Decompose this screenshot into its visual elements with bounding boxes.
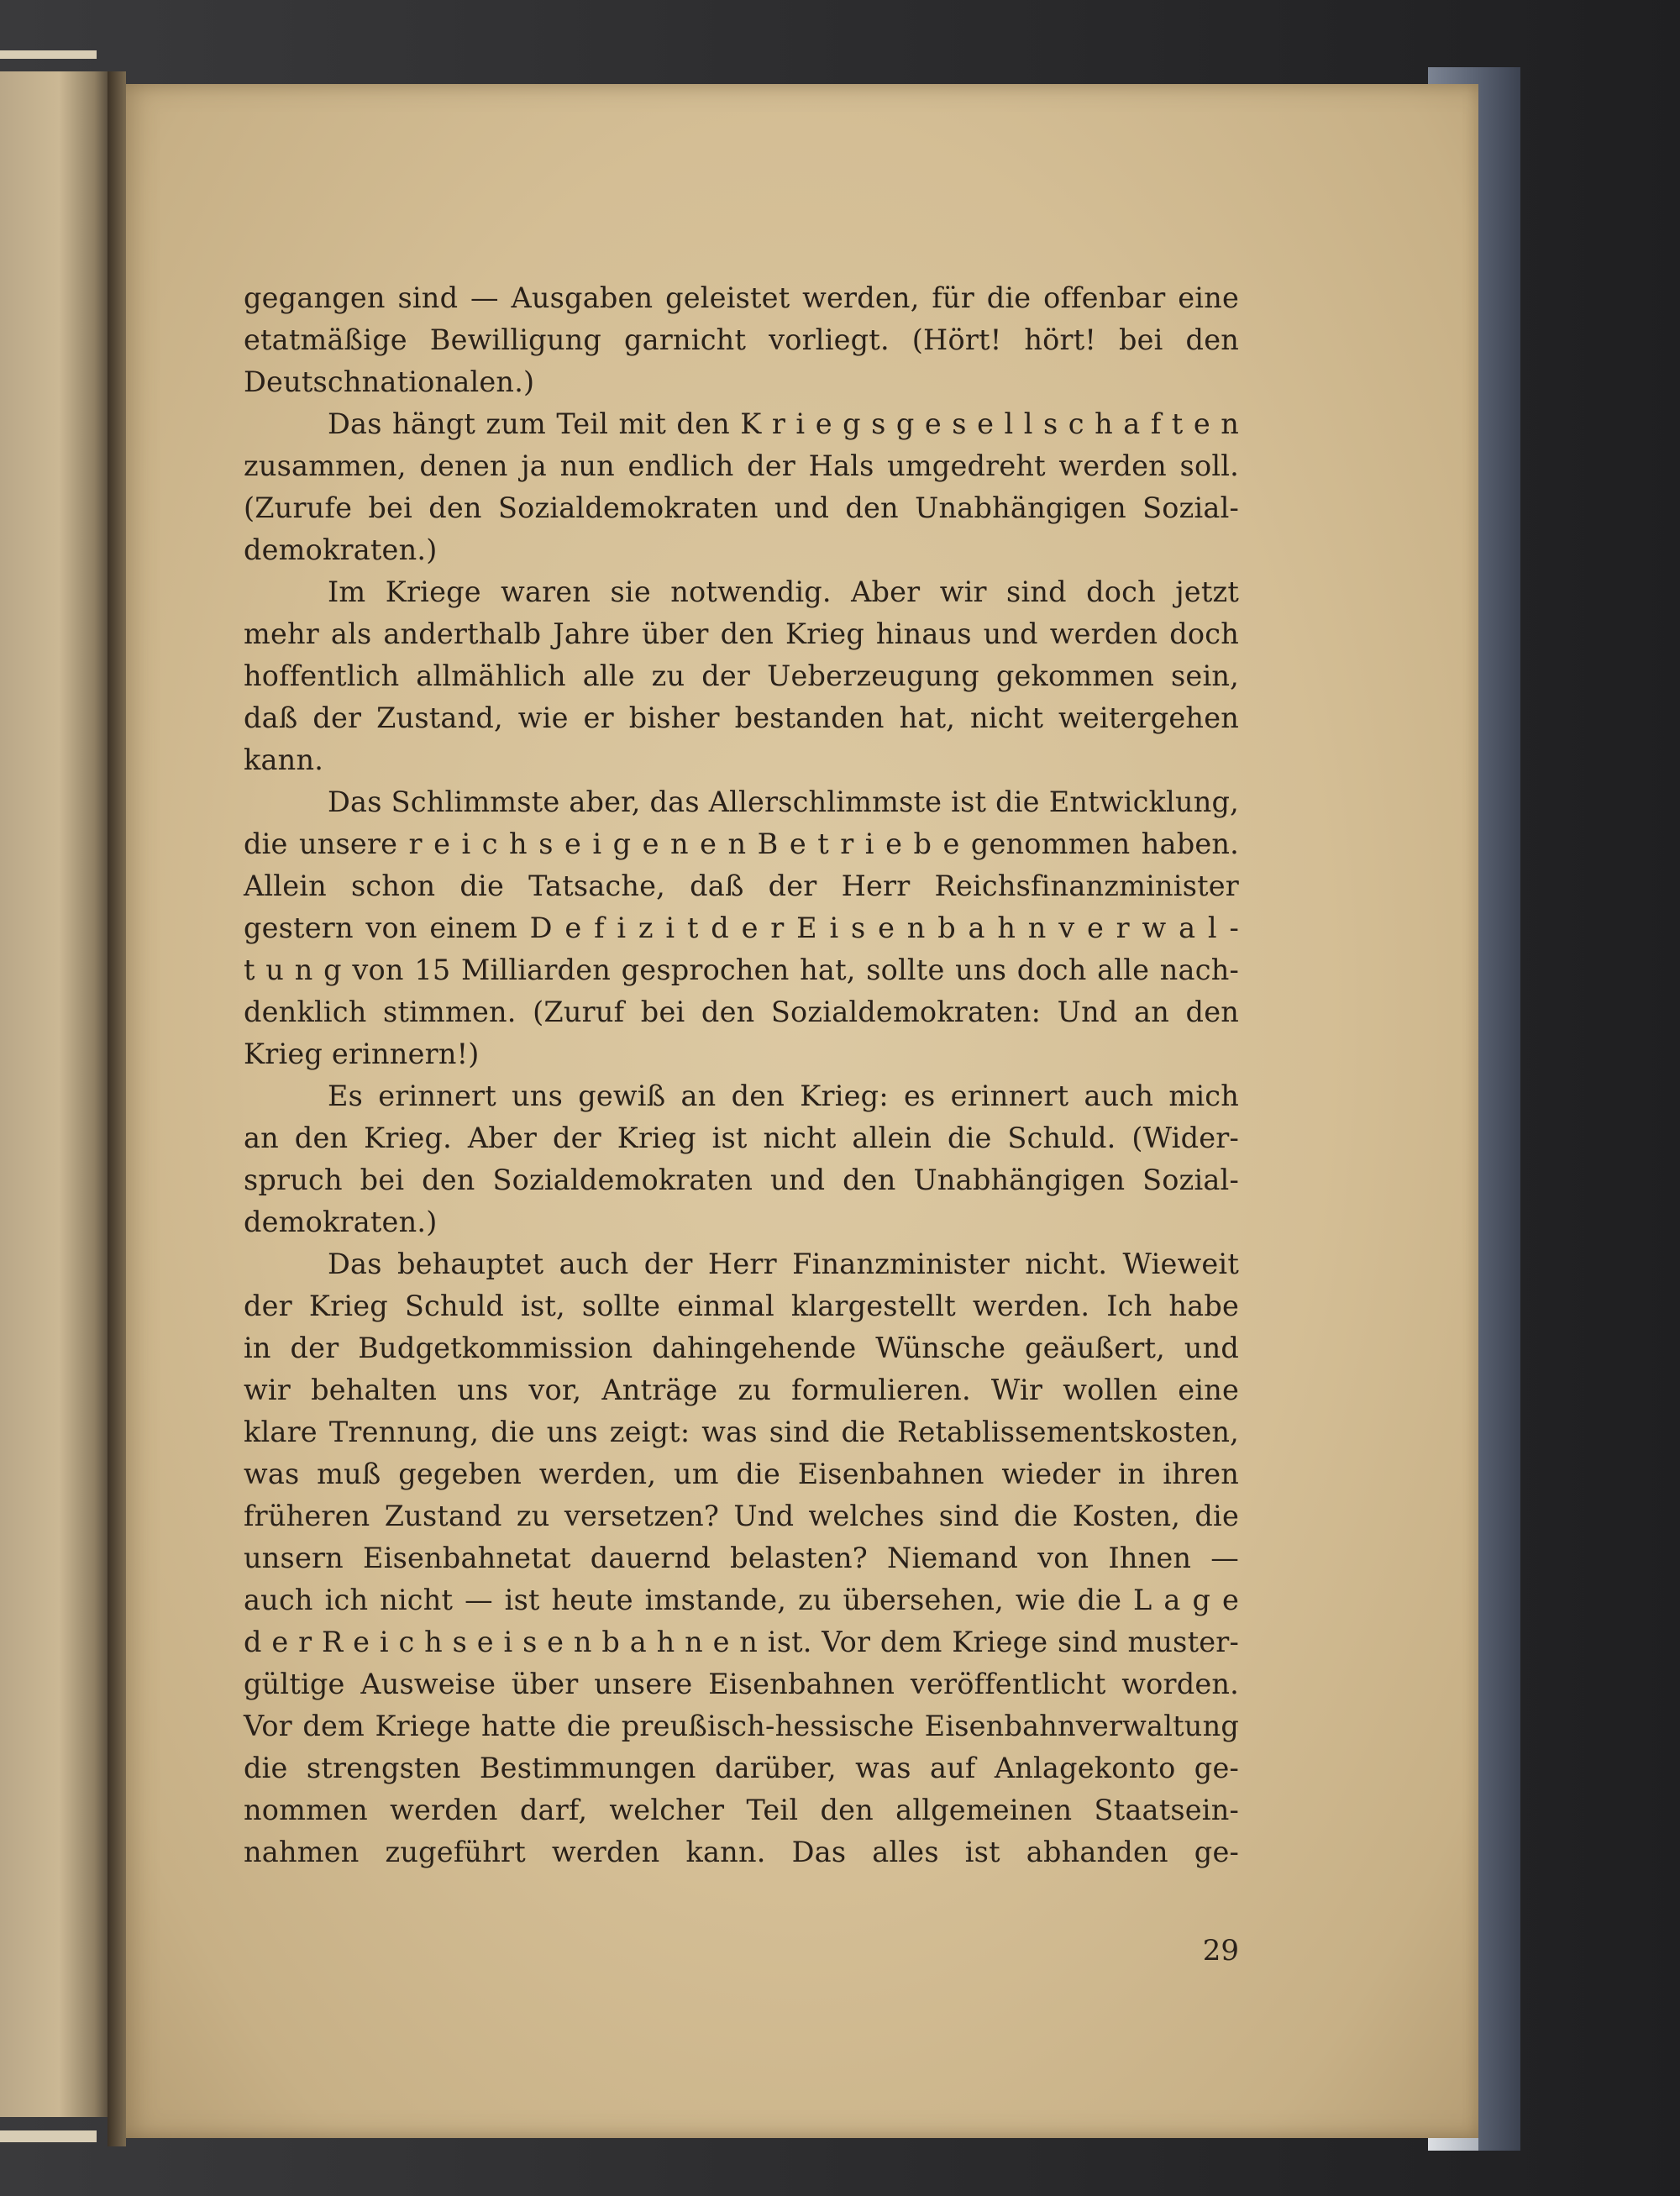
text-line: demokraten.) bbox=[244, 533, 438, 566]
text-line: Im Kriege waren sie notwendig. Aber wir sind doch jetzt bbox=[328, 575, 1239, 608]
text-line: (Zurufe bei den Sozialdemokraten und den Unabhängigen Sozial- bbox=[244, 491, 1239, 524]
text-line: nommen werden darf, welcher Teil den allgemeinen Staatsein- bbox=[244, 1794, 1239, 1826]
book-gutter bbox=[108, 71, 126, 2146]
text-line: mehr als anderthalb Jahre über den Krieg hinaus und werden doch bbox=[244, 617, 1239, 650]
text-line: Das Schlimmste aber, das Allerschlimmste ist die Entwicklung, bbox=[328, 785, 1239, 818]
body-text bbox=[244, 277, 1239, 1873]
text-line: Das hängt zum Teil mit den K r i e g s g e s e l l s c h a f t e n bbox=[328, 407, 1239, 440]
text-line: etatmäßige Bewilligung garnicht vorliegt. (Hört! hört! bei den bbox=[244, 323, 1239, 356]
text-line: gestern von einem D e f i z i t d e r E i s e n b a h n v e r w a l - bbox=[244, 911, 1239, 944]
text-line: Vor dem Kriege hatte die preußisch-hessische Eisenbahnverwaltung bbox=[244, 1710, 1239, 1742]
text-line: was muß gegeben werden, um die Eisenbahnen wieder in ihren bbox=[244, 1458, 1239, 1490]
text-line: der Krieg Schuld ist, sollte einmal klargestellt werden. Ich habe bbox=[244, 1290, 1239, 1322]
text-line: an den Krieg. Aber der Krieg ist nicht allein die Schuld. (Wider- bbox=[244, 1122, 1239, 1154]
text-line: klare Trennung, die uns zeigt: was sind die Retablissementskosten, bbox=[244, 1416, 1239, 1448]
text-line: auch ich nicht — ist heute imstande, zu übersehen, wie die L a g e bbox=[244, 1584, 1239, 1616]
text-line: Krieg erinnern!) bbox=[244, 1038, 480, 1070]
text-line: Deutschnationalen.) bbox=[244, 365, 535, 398]
left-page-edge bbox=[0, 71, 108, 2117]
text-line: demokraten.) bbox=[244, 1206, 438, 1238]
text-line: Allein schon die Tatsache, daß der Herr Reichsfinanzminister bbox=[244, 869, 1239, 902]
text-line: gegangen sind — Ausgaben geleistet werden, für die offenbar eine bbox=[244, 281, 1239, 314]
text-line: daß der Zustand, wie er bisher bestanden hat, nicht weitergehen bbox=[244, 701, 1239, 734]
text-line: gültige Ausweise über unsere Eisenbahnen veröffentlicht worden. bbox=[244, 1668, 1239, 1700]
page-number: 29 bbox=[1202, 1934, 1239, 1967]
text-line: t u n g von 15 Milliarden gesprochen hat, sollte uns doch alle nach- bbox=[244, 954, 1239, 986]
text-line: Es erinnert uns gewiß an den Krieg: es erinnert auch mich bbox=[328, 1080, 1239, 1112]
text-line: spruch bei den Sozialdemokraten und den Unabhängigen Sozial- bbox=[244, 1164, 1239, 1196]
text-line: kann. bbox=[244, 743, 324, 776]
text-line: Das behauptet auch der Herr Finanzminister nicht. Wieweit bbox=[328, 1248, 1239, 1280]
text-line: wir behalten uns vor, Anträge zu formulieren. Wir wollen eine bbox=[244, 1374, 1239, 1406]
text-line: hoffentlich allmählich alle zu der Ueberzeugung gekommen sein, bbox=[244, 659, 1239, 692]
text-line: denklich stimmen. (Zuruf bei den Sozialdemokraten: Und an den bbox=[244, 996, 1239, 1028]
text-line: die strengsten Bestimmungen darüber, was auf Anlagekonto ge- bbox=[244, 1752, 1239, 1784]
text-line: nahmen zugeführt werden kann. Das alles ist abhanden ge- bbox=[244, 1836, 1239, 1868]
text-line: unsern Eisenbahnetat dauernd belasten? Niemand von Ihnen — bbox=[244, 1542, 1239, 1574]
text-line: die unsere r e i c h s e i g e n e n B e t r i e b e genommen haben. bbox=[244, 827, 1239, 860]
text-line: früheren Zustand zu versetzen? Und welches sind die Kosten, die bbox=[244, 1500, 1239, 1532]
text-line: d e r R e i c h s e i s e n b a h n e n ist. Vor dem Kriege sind muster- bbox=[244, 1626, 1239, 1658]
text-line: zusammen, denen ja nun endlich der Hals umgedreht werden soll. bbox=[244, 449, 1239, 482]
text-line: in der Budgetkommission dahingehende Wünsche geäußert, und bbox=[244, 1332, 1239, 1364]
